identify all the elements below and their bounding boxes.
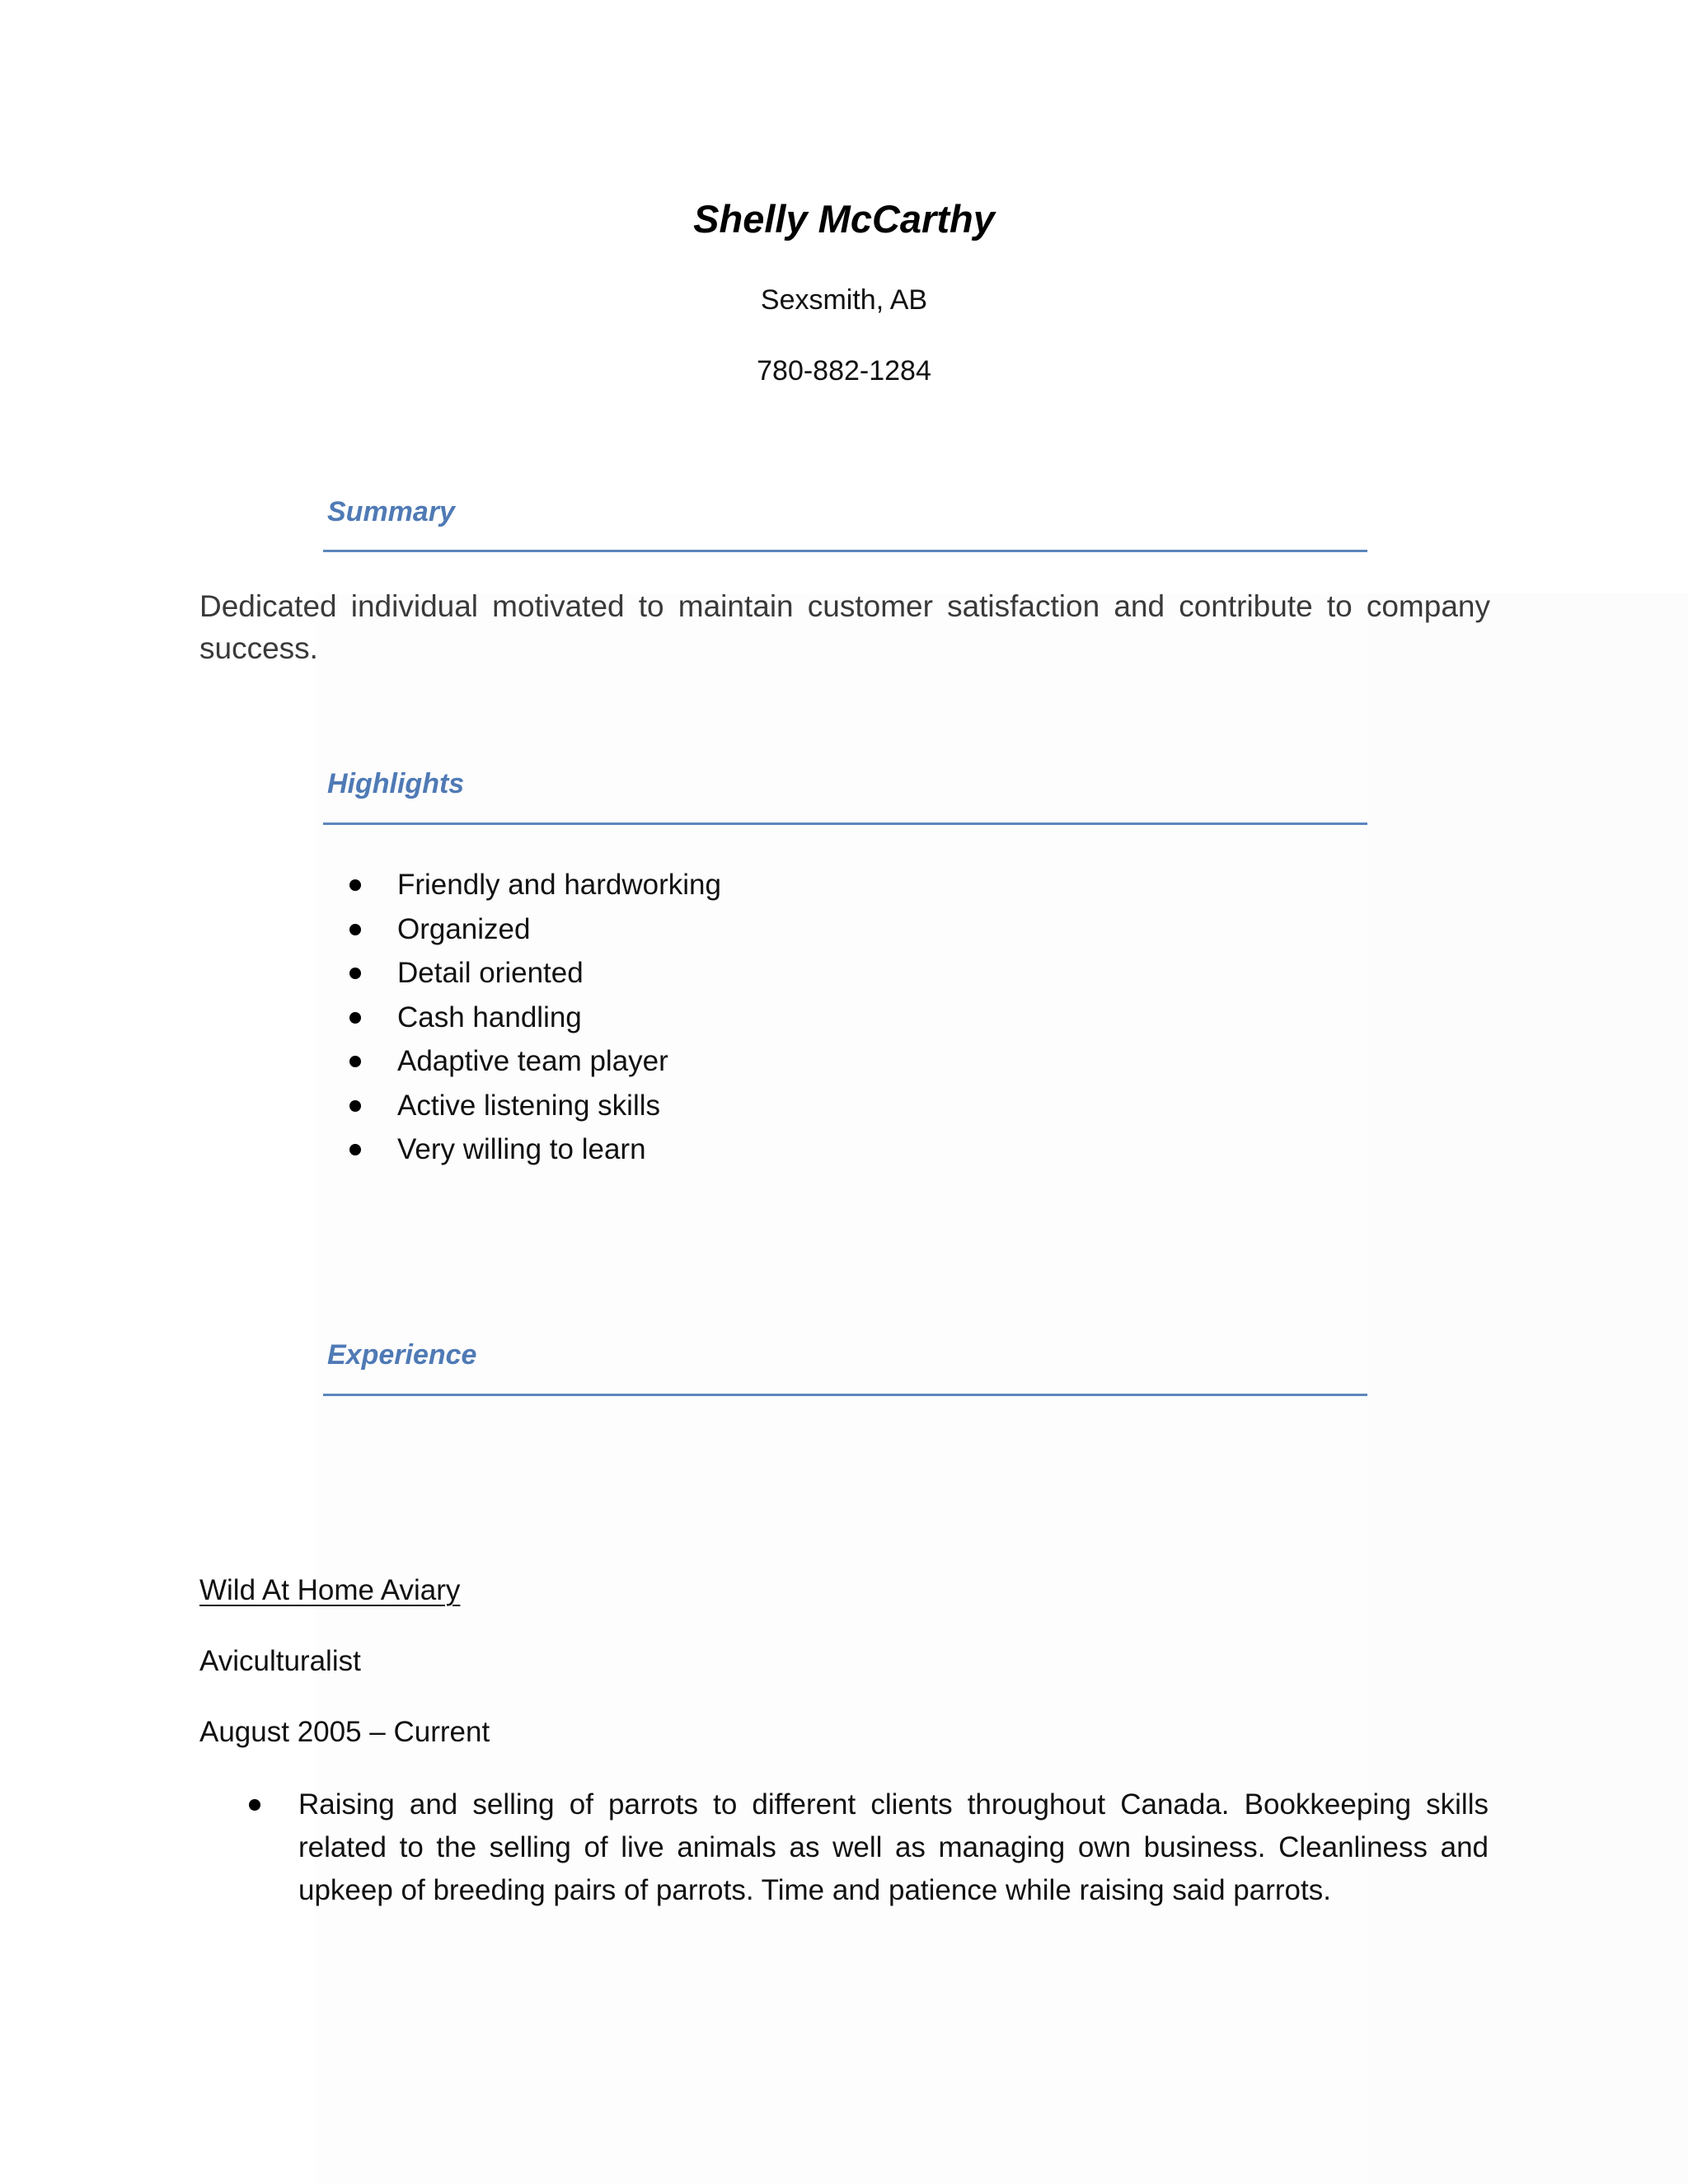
job-duty: Raising and selling of parrots to different clients throughout Canada. Bookkeeping skills related to the selling of live animals as well as managing own business. Cleanliness and upkeep of breeding pairs of parrots. Time and patience while raising said parrots.: [298, 1788, 1489, 1906]
summary-text: Dedicated individual motivated to maintain customer satisfaction and contribute to company success.: [199, 589, 1490, 665]
bullet-icon: [349, 924, 361, 935]
resume-name: Shelly McCarthy: [693, 197, 995, 241]
phone-text: 780-882-1284: [757, 355, 931, 387]
summary-divider: [323, 550, 1367, 552]
background-edge: [1368, 593, 1688, 2184]
bullet-icon: [349, 1012, 361, 1024]
highlights-heading: Highlights: [327, 768, 465, 799]
highlights-divider: [323, 823, 1367, 825]
bullet-icon: [349, 968, 361, 979]
resume-page: Shelly McCarthy Sexsmith, AB 780-882-1284 Summary Dedicated individual motivated to maintain customer satisfaction and contribute to company success. Highlights Friendly and hardworking Organized Detail oriented Cash handling Adaptive team player Active listening skills Very willing to learn Experience Wild At Home Aviary Aviculturalist August 2005 – Current Raising and selling of parrots to different clients throughout Canada. Bookkeeping skills related to the selling of live animals as well as managing own business. Cleanliness and upkeep of breeding pairs of parrots. Time and patience while raising said parrots.: [0, 0, 1688, 2184]
bullet-icon: [249, 1799, 260, 1811]
job-company: Wild At Home Aviary: [199, 1574, 461, 1606]
summary-heading: Summary: [327, 496, 455, 527]
bullet-icon: [349, 1100, 361, 1112]
bullet-icon: [349, 1056, 361, 1067]
bullet-icon: [349, 879, 361, 891]
job-role: Aviculturalist: [199, 1645, 361, 1677]
background-panel: [316, 593, 1371, 2184]
experience-heading: Experience: [327, 1339, 477, 1371]
experience-divider: [323, 1394, 1367, 1396]
bullet-icon: [349, 1144, 361, 1155]
location-text: Sexsmith, AB: [760, 284, 928, 316]
job-dates: August 2005 – Current: [199, 1716, 490, 1748]
